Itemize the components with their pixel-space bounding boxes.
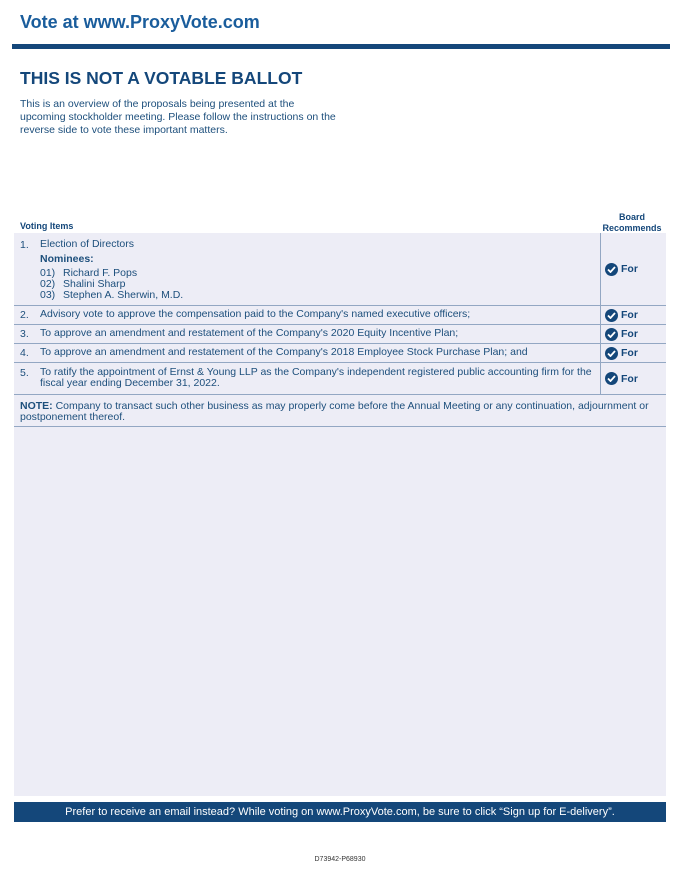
board-recommendation: [600, 344, 666, 362]
site-title: Vote at www.ProxyVote.com: [20, 12, 260, 32]
intro-text: This is an overview of the proposals being presented at the upcoming stockholder meeting. Please follow the instructions on the reverse side to vote these important matters.: [20, 98, 336, 136]
nominee-name: Shalini Sharp: [63, 278, 126, 290]
recommendation-label: For: [621, 263, 638, 275]
voting-items-panel: [14, 233, 666, 796]
item-number: 2.: [20, 309, 29, 321]
document-code: D73942-P68930: [314, 856, 366, 863]
voting-item-2: [14, 306, 666, 325]
item-text: To ratify the appointment of Ernst & Young LLP as the Company's independent registered public accounting firm for the fiscal year ending December 31, 2022.: [40, 366, 592, 389]
board-header-line1: Board: [618, 212, 645, 222]
board-header-line2: Recommends: [602, 222, 662, 233]
recommendation-label: For: [621, 309, 638, 321]
voting-item-1: [14, 233, 666, 306]
item-number: 4.: [20, 347, 29, 359]
nominee-number: 01): [40, 267, 56, 279]
page-title: THIS IS NOT A VOTABLE BALLOT: [20, 68, 303, 88]
board-recommends-header: [599, 212, 665, 233]
recommendation-label: For: [621, 328, 638, 340]
check-circle-icon: [605, 372, 618, 385]
nominee-name: Stephen A. Sherwin, M.D.: [63, 289, 184, 301]
note-body: Company to transact such other business as may properly come before the Annual Meeting or any continuation, adjournment or postponement thereof.: [20, 400, 649, 423]
check-circle-icon: [605, 328, 618, 341]
item-text: To approve an amendment and restatement of the Company's 2020 Equity Incentive Plan;: [40, 327, 459, 339]
recommendation-label: For: [621, 372, 638, 385]
header-divider: [12, 44, 670, 49]
check-circle-icon: [605, 347, 618, 360]
nominee-number: 02): [40, 278, 56, 290]
nominee-item: [40, 290, 600, 301]
voting-item-4: [14, 344, 666, 363]
item-number: 3.: [20, 328, 29, 340]
board-recommendation: [600, 233, 666, 305]
item-text: Advisory vote to approve the compensation paid to the Company's named executive officers;: [40, 308, 471, 320]
item-title: Election of Directors: [40, 238, 134, 250]
board-recommendation: [600, 325, 666, 343]
note-divider: [14, 426, 666, 427]
board-recommendation: [600, 363, 666, 394]
item-number: 5.: [20, 367, 29, 379]
item-text: To approve an amendment and restatement of the Company's 2018 Employee Stock Purchase Plan; and: [40, 346, 528, 358]
note-label: NOTE:: [20, 400, 53, 412]
voting-items-header: Voting Items: [20, 221, 74, 231]
board-recommendation: [600, 306, 666, 324]
item-text: [40, 239, 600, 301]
check-circle-icon: [605, 263, 618, 276]
voting-item-3: [14, 325, 666, 344]
check-circle-icon: [605, 309, 618, 322]
e-delivery-banner: Prefer to receive an email instead? While voting on www.ProxyVote.com, be sure to click “Sign up for E-delivery”.: [14, 802, 666, 822]
nominees-label: Nominees:: [40, 253, 94, 265]
recommendation-label: For: [621, 347, 638, 359]
nominee-number: 03): [40, 289, 56, 301]
voting-item-5: [14, 363, 666, 395]
note-text: [20, 401, 650, 423]
nominee-name: Richard F. Pops: [63, 267, 138, 279]
item-number: 1.: [20, 239, 29, 251]
